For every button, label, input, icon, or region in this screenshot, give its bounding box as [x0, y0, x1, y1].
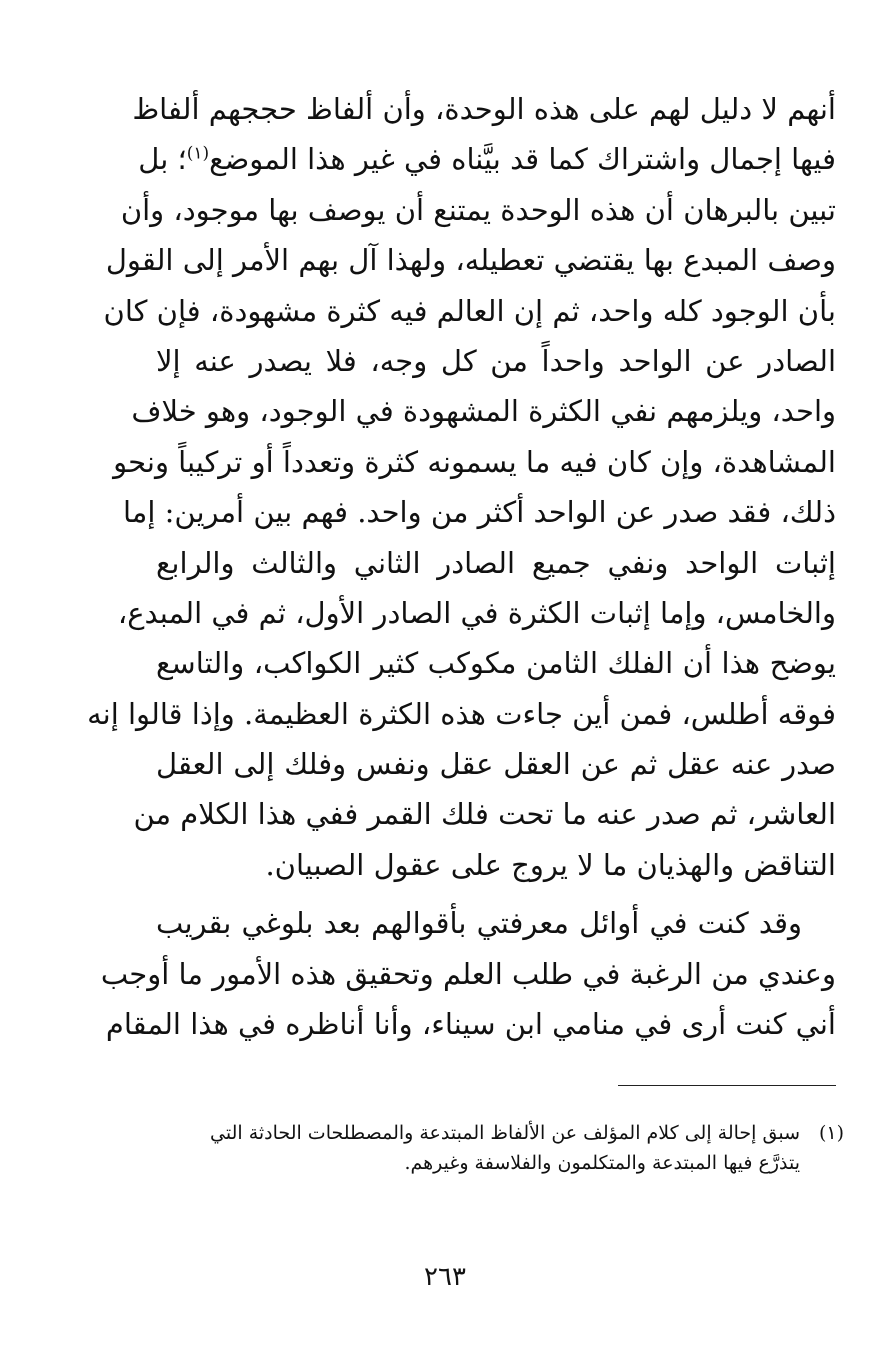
text-line-with-footnote — [138, 134, 836, 184]
footnote-marker: (١) — [818, 1122, 844, 1144]
page-number: ٢٦٣ — [424, 1262, 466, 1292]
text-line: إثبات الواحد ونفي جميع الصادر الثاني والثالث والرابع — [156, 545, 836, 580]
text-line: ذلك، فقد صدر عن الواحد أكثر من واحد. فهم بين أمرين: إما — [122, 495, 836, 530]
text-line: وقد كنت في أوائل معرفتي بأقوالهم بعد بلوغي بقريب — [156, 906, 802, 941]
footnote-1 — [180, 1118, 844, 1178]
paragraph-2 — [100, 898, 836, 1049]
text-line: واحد، ويلزمهم نفي الكثرة المشهودة في الوجود، وهو خلاف — [131, 394, 836, 429]
footnote-text — [180, 1118, 800, 1178]
text-line: تبين بالبرهان أن هذه الوحدة يمتنع أن يوصف بها موجود، وأن — [120, 192, 836, 227]
text-segment: فيها إجمال واشتراك كما قد بيَّناه في غير هذا الموضع — [209, 142, 836, 177]
footnote-separator — [618, 1085, 836, 1086]
paragraph-gap — [156, 890, 836, 898]
main-text — [87, 84, 837, 1049]
footnote-line: سبق إحالة إلى كلام المؤلف عن الألفاظ المبتدعة والمصطلحات الحادثة التي — [210, 1122, 800, 1144]
text-line: صدر عنه عقل ثم عن العقل عقل ونفس وفلك إلى العقل — [156, 747, 836, 782]
text-line: والخامس، وإما إثبات الكثرة في الصادر الأول، ثم في المبدع، — [117, 595, 836, 630]
text-line: بأن الوجود كله واحد، ثم إن العالم فيه كثرة مشهودة، فإن كان — [103, 293, 836, 328]
text-line: وصف المبدع بها يقتضي تعطيله، ولهذا آل بهم الأمر إلى القول — [105, 243, 836, 278]
text-line: يوضح هذا أن الفلك الثامن مكوكب كثير الكواكب، والتاسع — [156, 646, 836, 681]
text-line: العاشر، ثم صدر عنه ما تحت فلك القمر ففي هذا الكلام من — [133, 797, 836, 832]
text-line: أني كنت أرى في منامي ابن سيناء، وأنا أناظره في هذا المقام — [105, 1007, 836, 1042]
footnotes — [180, 1118, 844, 1178]
paragraph-1 — [87, 84, 837, 890]
footnote-reference[interactable]: (١) — [186, 143, 210, 164]
text-line: المشاهدة، وإن كان فيه ما يسمونه كثرة وتعدداً أو تركيباً ونحو — [113, 444, 836, 479]
text-segment: ؛ بل — [138, 142, 187, 177]
text-line: أنهم لا دليل لهم على هذه الوحدة، وأن ألفاظ حججهم ألفاظ — [132, 92, 836, 126]
text-line: فوقه أطلس، فمن أين جاءت هذه الكثرة العظيمة. وإذا قالوا إنه — [87, 696, 836, 731]
text-line: التناقض والهذيان ما لا يروج على عقول الصبيان. — [265, 847, 836, 882]
text-line: وعندي من الرغبة في طلب العلم وتحقيق هذه الأمور ما أوجب — [100, 956, 836, 991]
text-line: الصادر عن الواحد واحداً من كل وجه، فلا يصدر عنه إلا — [156, 343, 837, 378]
footnote-line: يتذرَّع فيها المبتدعة والمتكلمون والفلاسفة وغيرهم. — [404, 1152, 800, 1174]
